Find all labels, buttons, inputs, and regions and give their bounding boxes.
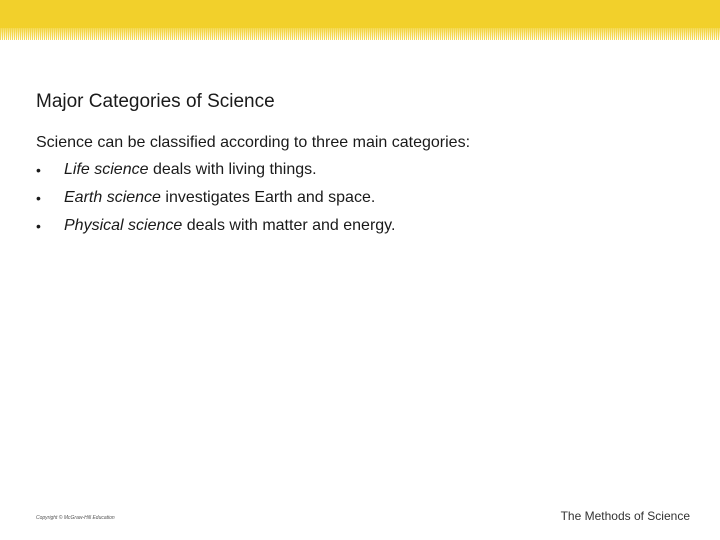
category-description: investigates Earth and space. [160, 189, 376, 206]
category-description: deals with matter and energy. [182, 217, 396, 234]
top-accent-band [0, 0, 720, 28]
intro-text: Science can be classified according to three main categories: [36, 134, 471, 151]
bullet-icon: • [36, 162, 41, 178]
footer-section-title: The Methods of Science [560, 509, 690, 523]
category-term: Physical science [64, 217, 183, 234]
copyright-notice: Copyright © McGraw-Hill Education [36, 515, 115, 521]
slide-title: Major Categories of Science [36, 91, 275, 112]
category-description: deals with living things. [148, 161, 317, 178]
bullet-icon: • [36, 190, 41, 206]
list-item-text [64, 160, 317, 180]
category-term: Life science [64, 161, 149, 178]
list-item-text [64, 188, 375, 208]
bullet-icon: • [36, 218, 41, 234]
list-item-text [64, 216, 395, 236]
top-accent-gradient [0, 28, 720, 40]
category-term: Earth science [64, 189, 161, 206]
